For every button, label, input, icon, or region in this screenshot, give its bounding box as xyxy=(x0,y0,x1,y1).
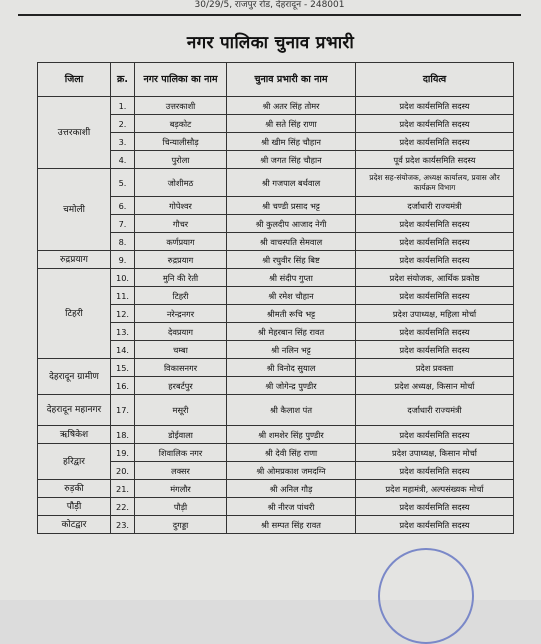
district-cell: हरिद्वार xyxy=(38,444,111,480)
incharge-cell: श्री शमशेर सिंह पुण्डीर xyxy=(227,426,356,444)
incharge-cell: श्री कुलदीप आजाद नेगी xyxy=(227,215,356,233)
palika-cell: बड़कोट xyxy=(135,115,227,133)
serial-cell: 10. xyxy=(111,269,135,287)
serial-cell: 2. xyxy=(111,115,135,133)
role-cell: प्रदेश उपाध्यक्ष, किसान मोर्चा xyxy=(356,444,514,462)
role-cell: प्रदेश कार्यसमिति सदस्य xyxy=(356,215,514,233)
role-cell: दर्जाधारी राज्यमंत्री xyxy=(356,197,514,215)
column-header-responsibility: दायित्व xyxy=(356,63,514,97)
role-cell: प्रदेश कार्यसमिति सदस्य xyxy=(356,462,514,480)
role-cell: प्रदेश सह-संयोजक, अध्यक्ष कार्यालय, प्रवास और कार्यक्रम विभाग xyxy=(356,169,514,197)
palika-cell: टिहरी xyxy=(135,287,227,305)
district-cell: रुद्रप्रयाग xyxy=(38,251,111,269)
incharge-cell: श्री ओमप्रकाश जमदग्नि xyxy=(227,462,356,480)
serial-cell: 6. xyxy=(111,197,135,215)
palika-cell: देवप्रयाग xyxy=(135,323,227,341)
table-row xyxy=(38,251,514,269)
column-header-serial: क्र. xyxy=(111,63,135,97)
table-row xyxy=(38,395,514,426)
incharge-cell: श्री विनोद सुयाल xyxy=(227,359,356,377)
role-cell: प्रदेश कार्यसमिति सदस्य xyxy=(356,233,514,251)
incharge-cell: श्री अनिल गौड़ xyxy=(227,480,356,498)
election-incharge-table xyxy=(37,62,514,534)
role-cell: प्रदेश कार्यसमिति सदस्य xyxy=(356,341,514,359)
palika-cell: पुरोला xyxy=(135,151,227,169)
letterhead-address: 30/29/5, राजपुर रोड, देहरादून - 248001 xyxy=(18,0,521,16)
table-row xyxy=(38,169,514,197)
serial-cell: 22. xyxy=(111,498,135,516)
role-cell: प्रदेश कार्यसमिति सदस्य xyxy=(356,287,514,305)
serial-cell: 5. xyxy=(111,169,135,197)
palika-cell: दुगड्डा xyxy=(135,516,227,534)
role-cell: प्रदेश कार्यसमिति सदस्य xyxy=(356,97,514,115)
role-cell: प्रदेश कार्यसमिति सदस्य xyxy=(356,498,514,516)
serial-cell: 18. xyxy=(111,426,135,444)
serial-cell: 14. xyxy=(111,341,135,359)
serial-cell: 11. xyxy=(111,287,135,305)
column-header-district: जिला xyxy=(38,63,111,97)
incharge-cell: श्री संदीप गुप्ता xyxy=(227,269,356,287)
role-cell: प्रदेश कार्यसमिति सदस्य xyxy=(356,133,514,151)
serial-cell: 1. xyxy=(111,97,135,115)
serial-cell: 12. xyxy=(111,305,135,323)
palika-cell: मुनि की रेती xyxy=(135,269,227,287)
serial-cell: 13. xyxy=(111,323,135,341)
incharge-cell: श्री खीम सिंह चौहान xyxy=(227,133,356,151)
incharge-cell: श्री रघुवीर सिंह बिष्ट xyxy=(227,251,356,269)
palika-cell: विकासनगर xyxy=(135,359,227,377)
role-cell: प्रदेश कार्यसमिति सदस्य xyxy=(356,115,514,133)
incharge-cell: श्री सते सिंह राणा xyxy=(227,115,356,133)
incharge-cell: श्री कैलाश पंत xyxy=(227,395,356,426)
serial-cell: 3. xyxy=(111,133,135,151)
table-row xyxy=(38,498,514,516)
incharge-cell: श्री सम्पत सिंह रावत xyxy=(227,516,356,534)
palika-cell: लक्सर xyxy=(135,462,227,480)
serial-cell: 8. xyxy=(111,233,135,251)
palika-cell: चिन्यालीसौड़ xyxy=(135,133,227,151)
table-row xyxy=(38,480,514,498)
role-cell: दर्जाधारी राज्यमंत्री xyxy=(356,395,514,426)
serial-cell: 4. xyxy=(111,151,135,169)
role-cell: प्रदेश अध्यक्ष, किसान मोर्चा xyxy=(356,377,514,395)
district-cell: कोटद्वार xyxy=(38,516,111,534)
table-row xyxy=(38,269,514,287)
serial-cell: 9. xyxy=(111,251,135,269)
incharge-cell: श्री नलिन भट्ट xyxy=(227,341,356,359)
table-header-row xyxy=(38,63,514,97)
palika-cell: शिवालिक नगर xyxy=(135,444,227,462)
palika-cell: नरेन्द्रनगर xyxy=(135,305,227,323)
palika-cell: उत्तरकाशी xyxy=(135,97,227,115)
district-cell: ऋषिकेश xyxy=(38,426,111,444)
role-cell: प्रदेश प्रवक्ता xyxy=(356,359,514,377)
incharge-cell: श्री गजपाल बर्थवाल xyxy=(227,169,356,197)
palika-cell: हरबर्टपुर xyxy=(135,377,227,395)
district-cell: चमोली xyxy=(38,169,111,251)
role-cell: प्रदेश उपाध्यक्ष, महिला मोर्चा xyxy=(356,305,514,323)
serial-cell: 7. xyxy=(111,215,135,233)
serial-cell: 19. xyxy=(111,444,135,462)
role-cell: प्रदेश संयोजक, आर्थिक प्रकोष्ठ xyxy=(356,269,514,287)
column-header-palika: नगर पालिका का नाम xyxy=(135,63,227,97)
table-row xyxy=(38,516,514,534)
palika-cell: पौड़ी xyxy=(135,498,227,516)
table-row xyxy=(38,444,514,462)
palika-cell: मसूरी xyxy=(135,395,227,426)
serial-cell: 21. xyxy=(111,480,135,498)
column-header-incharge: चुनाव प्रभारी का नाम xyxy=(227,63,356,97)
table-row xyxy=(38,426,514,444)
role-cell: प्रदेश कार्यसमिति सदस्य xyxy=(356,426,514,444)
district-cell: देहरादून ग्रामीण xyxy=(38,359,111,395)
incharge-cell: श्री वाचस्पति सेमवाल xyxy=(227,233,356,251)
palika-cell: चम्बा xyxy=(135,341,227,359)
table-row xyxy=(38,97,514,115)
role-cell: प्रदेश महामंत्री, अल्पसंख्यक मोर्चा xyxy=(356,480,514,498)
palika-cell: डोईवाला xyxy=(135,426,227,444)
incharge-cell: श्री नीरज पांथरी xyxy=(227,498,356,516)
incharge-cell: श्री जगत सिंह चौहान xyxy=(227,151,356,169)
palika-cell: जोशीमठ xyxy=(135,169,227,197)
palika-cell: कर्णप्रयाग xyxy=(135,233,227,251)
incharge-cell: श्री जोगेन्द्र पुण्डीर xyxy=(227,377,356,395)
serial-cell: 16. xyxy=(111,377,135,395)
incharge-cell: श्रीमती रूचि भट्ट xyxy=(227,305,356,323)
district-cell: पौड़ी xyxy=(38,498,111,516)
palika-cell: रुद्रप्रयाग xyxy=(135,251,227,269)
serial-cell: 17. xyxy=(111,395,135,426)
district-cell: उत्तरकाशी xyxy=(38,97,111,169)
role-cell: प्रदेश कार्यसमिति सदस्य xyxy=(356,251,514,269)
district-cell: रुड़की xyxy=(38,480,111,498)
page-title: नगर पालिका चुनाव प्रभारी xyxy=(186,33,355,53)
role-cell: पूर्व प्रदेश कार्यसमिति सदस्य xyxy=(356,151,514,169)
palika-cell: गौचर xyxy=(135,215,227,233)
table-row xyxy=(38,359,514,377)
incharge-cell: श्री मेहरबान सिंह रावत xyxy=(227,323,356,341)
district-cell: टिहरी xyxy=(38,269,111,359)
palika-cell: गोपेश्वर xyxy=(135,197,227,215)
district-cell: देहरादून महानगर xyxy=(38,395,111,426)
role-cell: प्रदेश कार्यसमिति सदस्य xyxy=(356,516,514,534)
role-cell: प्रदेश कार्यसमिति सदस्य xyxy=(356,323,514,341)
incharge-cell: श्री चण्डी प्रसाद भट्ट xyxy=(227,197,356,215)
incharge-cell: श्री अतर सिंह तोमर xyxy=(227,97,356,115)
serial-cell: 15. xyxy=(111,359,135,377)
incharge-cell: श्री रमेश चौहान xyxy=(227,287,356,305)
incharge-cell: श्री देवी सिंह राणा xyxy=(227,444,356,462)
serial-cell: 23. xyxy=(111,516,135,534)
office-stamp xyxy=(378,548,474,644)
serial-cell: 20. xyxy=(111,462,135,480)
palika-cell: मंगलौर xyxy=(135,480,227,498)
